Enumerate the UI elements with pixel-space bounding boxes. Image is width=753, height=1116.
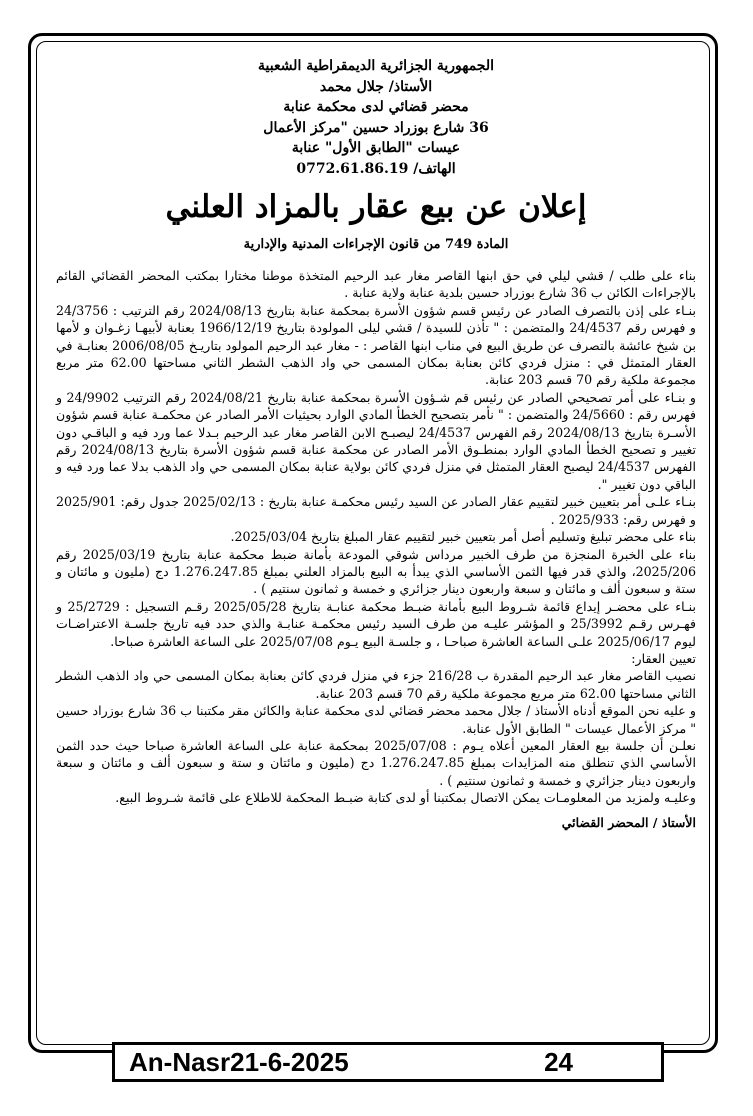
paragraph: و بنـاء على أمر تصحيحي الصادر عن رئيس قم شـؤون الأسرة بمحكمة عنابة بتاريخ 2024/08/21 رقم الترتيب 24/9902 و فهرس رقم : 24/5660 والمتضمن : " نأمر بتصحيح الخطأ المادي الوارد بحيثيات الأمر الصادر عن محكمـة عنابة قسم شؤون الأسـرة بتاريخ 2024/08/13 رقم الفهرس 24/4537 ليصبـح الابن القاصر مغار عبد الرحيم بـدلا عما ورد فيه و الباقـي دون تغيير و تصحيح الخطأ المادي الوارد بمنطـوق الأمر الصادر عن محكمة عنابة قسم شؤون الأسرة بتاريخ 2024/08/13 رقم الفهرس 24/4537 ليصبح العقار المتمثل في منزل فردي كائن بولاية عنابة بمكان المسمى حي واد الذهب بدلا عما ورد فيه و الباقي دون تغيير ".: [56, 389, 697, 492]
paragraph: و عليه نحن الموقع أدناه الأستاذ / جلال محمد محضر قضائي لدى محكمة عنابة والكائن مقر مكتبنا ب 36 شارع بوزراد حسين " مركز الأعمال عيسات " الطابق الأول عنابة.: [56, 703, 696, 736]
republic-name: الجمهورية الجزائرية الديمقراطية الشعبية: [257, 58, 494, 74]
paragraph: بنـاء على محضـر إيداع قائمة شـروط البيع بأمانة ضبـط محكمة عنابـة بتاريخ 2025/05/28 رقـم التسجيل : 25/2729 و فهـرس رقـم 25/3992 و المؤشر عليـه من طرف السيد رئيس محكمـة عنابـة والذي حدد فيه تاريخ جلسـة الاعتراضـات ليوم 2025/06/17 علـى الساعة العاشرة صباحـا ، و جلسـة البيع يـوم 2025/07/08 على الساعة العاشرة صباحا.: [56, 598, 696, 649]
headline: إعلان عن بيع عقار بالمزاد العلني: [165, 189, 587, 225]
publication-date: An-Nasr21-6-2025: [129, 1046, 349, 1077]
publication-footer: [112, 1042, 664, 1082]
paragraph: بنـاء علـى أمر بتعيين خبير لتقييم عقار الصادر عن السيد رئيس محكمـة عنابة بتاريخ : 2025/02/13 جدول رقم: 2025/901 و فهرس رقم: 2025/933 .: [56, 494, 696, 527]
phone-line: [56, 159, 696, 180]
paragraph: نصيب القاصر مغار عبد الرحيم المقدرة ب 216/28 جزء في منزل فردي كائن بعنابة بمكان المسمى حي واد الذهب الشطر الثاني مساحتها 62.00 متر مربع مجموعة ملكية رقم 70 قسم 203 عنابة.: [56, 668, 697, 701]
paragraph: بنـاء على إذن بالتصرف الصادر عن رئيس قسم شؤون الأسرة بمحكمة عنابة بتاريخ 2024/08/13 رقم الترتيب : 24/3756 و فهرس رقم 24/4537 والمتضمن : " تأذن للسيدة / قشي ليلى المولودة بتاريخ 1966/12/19 بعنابة لأبيهـا زغـوان و لأمها بن شيخ عائشة بالتصرف عن طريق البيع في مناب ابنها القاصر : - مغار عبد الرحيم المولود بتاريـخ 2006/08/05 بعنابـة في العقار المتمثل في : منزل فردي كائن بعنابة بمكان المسمى حي واد الذهب الشطر الثاني مساحتها 62.00 متر مربع مجموعة ملكية رقم 70 قسم 203 عنابة.: [56, 302, 697, 388]
paragraph: بناء على محضر تبليغ وتسليم أصل أمر بتعيين خبير لتقييم عقار المبلغ بتاريخ 2025/03/04.: [230, 529, 696, 545]
address-line-1: 36 شارع بوزراد حسين "مركز الأعمال: [263, 119, 489, 136]
paragraph: بناء على الخبرة المنجزة من طرف الخبير مرداس شوقي المودعة بأمانة ضبط محكمة عنابة بتاريخ 2025/03/19 رقم 2025/206، والذي قدر فيها الثمن الأساسي الذي يبدأ به البيع بالمزاد العلني بمبلغ 1.276.247.85 دج (مليون و مائتان و ستة و سبعون ألف و مائتان و سبعة واربعون دينار جزائري و خمسة و ثمانون سنتيم ) .: [56, 546, 696, 597]
paragraph: بناء على طلب / قشي ليلي في حق ابنها القاصر مغار عبد الرحيم المتخذة موطنا مختارا بمكتب المحضر القضائي القائم بالإجراءات الكائن ب 36 شارع بوزراد حسين بلدية عنابة ولاية عنابة .: [56, 268, 696, 301]
bailiff-title: محضر قضائي لدى محكمة عنابة: [283, 99, 469, 115]
announcement: [56, 56, 696, 1041]
phone-label: الهاتف/: [413, 160, 456, 177]
paragraph: وعليـه ولمزيد من المعلومـات يمكن الاتصال بمكتبنا أو لدى كتابة ضبـط المحكمة للاطلاع على قائمة شـروط البيع.: [115, 790, 696, 806]
bailiff-name: الأستاذ/ جلال محمد: [319, 78, 433, 95]
address-line-2: عيسات "الطابق الأول" عنابة: [291, 140, 461, 156]
paragraph: نعلـن أن جلسة بيع العقار المعين أعلاه يـوم : 2025/07/08 بمحكمة عنابة على الساعة العاشرة صباحا حيث حدد الثمن الأساسي الذي تنطلق منه المزايدات بمبلغ 1.276.247.85 دج (مليون و مائتان و ستة و سبعون ألف و مائتان و سبعة واربعون دينار جزائري و خمسة و ثمانون سنتيم ) .: [56, 737, 697, 788]
legal-article: المادة 749 من قانون الإجراءات المدنية والإدارية: [243, 237, 509, 252]
phone-number: 0772.61.86.19: [296, 160, 409, 177]
bailiff-header: [56, 56, 696, 179]
signature: الأستاذ / المحضر القضائي: [561, 814, 696, 830]
property-heading: تعيين العقار:: [631, 650, 696, 666]
page-number: 24: [544, 1046, 573, 1077]
